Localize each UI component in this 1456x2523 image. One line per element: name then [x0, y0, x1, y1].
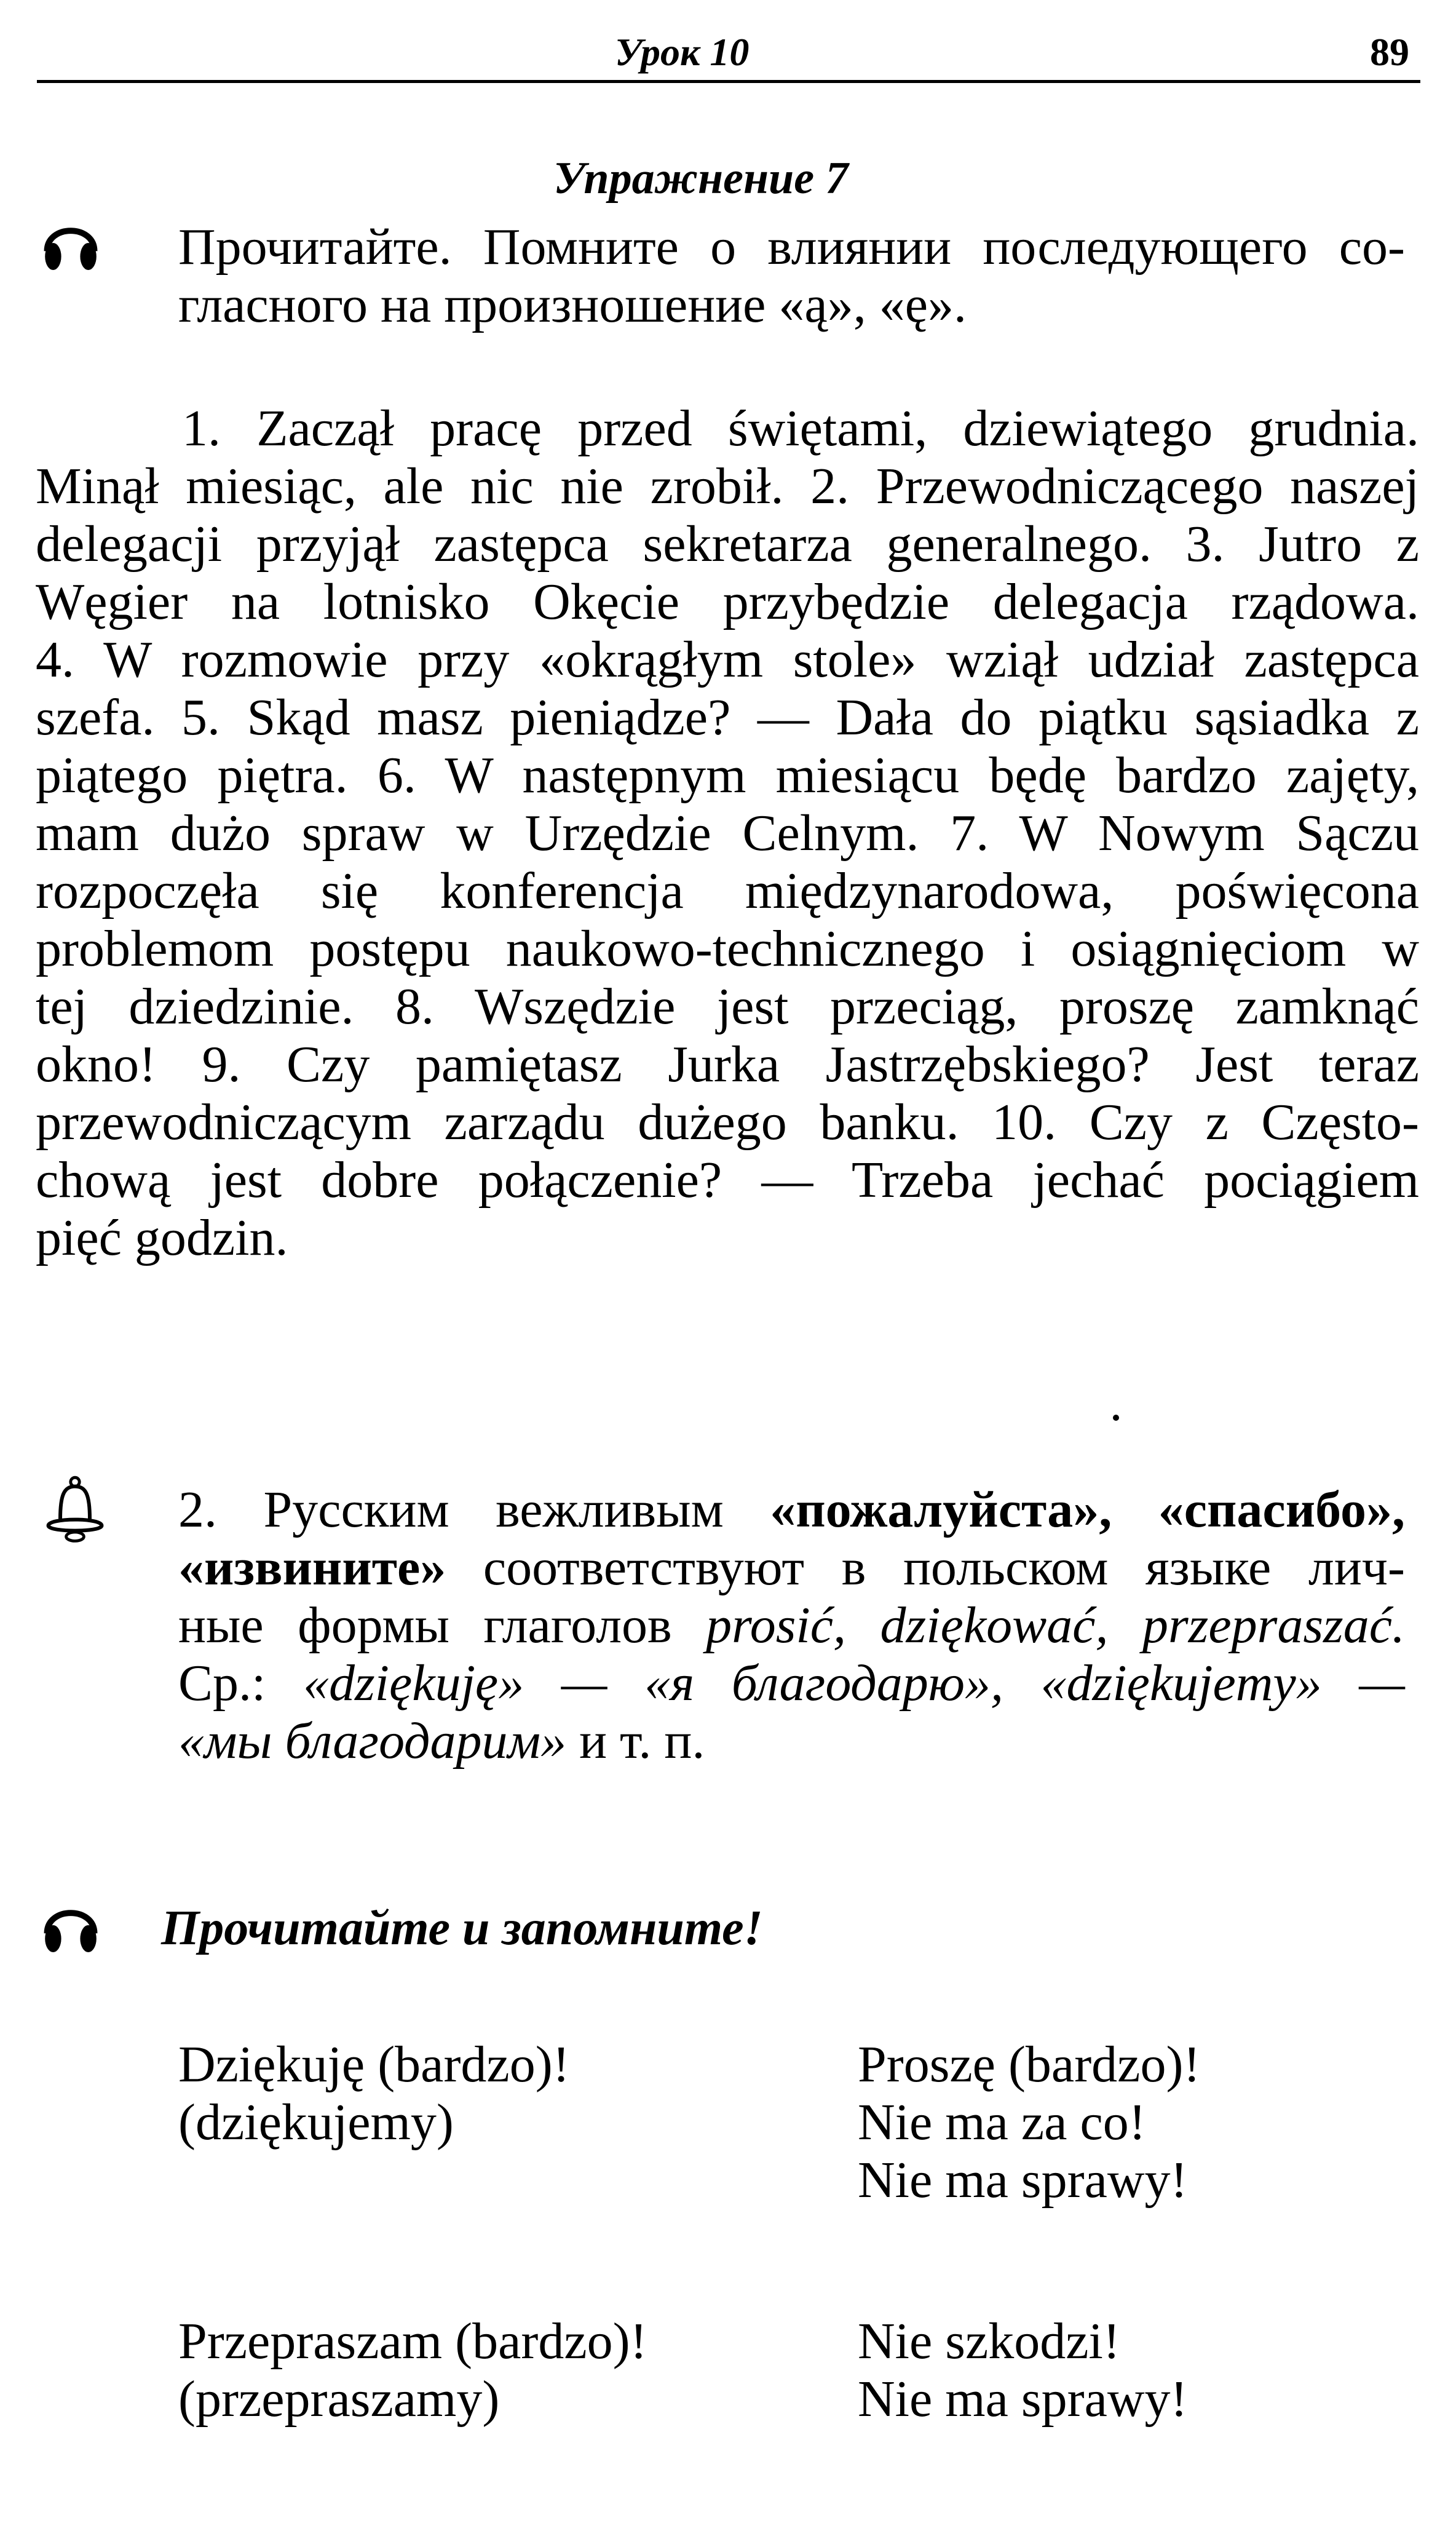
headphones-icon: [37, 209, 105, 277]
text-line: delegacji przyjął zastępca sekretarza generalnego. 3. Jutro z: [36, 515, 1419, 573]
phrase: Dziękuję (bardzo)!: [178, 2036, 570, 2093]
header-divider: [37, 80, 1420, 83]
memorize-heading: Прочитайте и запомните!: [161, 1901, 763, 1955]
note-text: соответствуют в польском языке лич-: [446, 1539, 1405, 1596]
text-line: 1. Zaczął pracę przed świętami, dziewiątego grudnia.: [182, 400, 1419, 457]
phrase: (dziękujemy): [178, 2094, 454, 2151]
note-text: ные формы глаголов: [178, 1597, 706, 1654]
text-line: piątego piętra. 6. W następnym miesiącu będę bardzo zajęty,: [36, 747, 1419, 804]
text-line: przewodniczącym zarządu dużego banku. 10. Czy z Często-: [36, 1094, 1419, 1151]
phrase: Nie szkodzi!: [858, 2313, 1120, 2370]
note-text: Ср.:: [178, 1655, 303, 1712]
note-line: [178, 1481, 1405, 1539]
phrase: Nie ma sprawy!: [858, 2370, 1188, 2428]
headphones-icon: [37, 1891, 105, 1959]
phrase-group-right-2: [858, 2313, 1187, 2428]
note-line: [178, 1539, 1405, 1597]
page-number: 89: [1370, 30, 1409, 74]
phrase: Nie ma za co!: [858, 2094, 1146, 2151]
text-line: mam dużo spraw w Urzędzie Celnym. 7. W Nowym Sączu: [36, 805, 1419, 862]
page-header-title: Урок 10: [615, 30, 750, 74]
note-text: и т. п.: [566, 1712, 705, 1770]
text-line: 4. W rozmowie przy «okrągłym stole» wziął udział zastępca: [36, 631, 1419, 688]
grammar-note: [178, 1481, 1405, 1770]
exercise-instruction: [178, 218, 1405, 334]
phrase: (przepraszamy): [178, 2370, 500, 2428]
phrase: Proszę (bardzo)!: [858, 2036, 1201, 2093]
note-line: [178, 1655, 1405, 1712]
instruction-line: Прочитайте. Помните о влиянии последующего со-: [178, 218, 1405, 276]
phrase: Nie ma sprawy!: [858, 2152, 1188, 2209]
text-line: Minął miesiąc, ale nic nie zrobił. 2. Przewodniczącego naszej: [36, 458, 1419, 515]
note-text: «извините»: [178, 1539, 446, 1596]
note-text: prosić, dziękować, przepraszać.: [706, 1597, 1405, 1654]
note-line: [178, 1712, 1405, 1770]
exercise-title: Упражнение 7: [553, 153, 849, 204]
text-line: pięć godzin.: [36, 1209, 288, 1266]
text-line: szefa. 5. Skąd masz pieniądze? — Dała do piątku sąsiadka z: [36, 689, 1419, 746]
note-text: 2. Русским вежливым: [178, 1481, 770, 1538]
note-text: «пожалуйста», «спасибо»,: [770, 1481, 1405, 1538]
phrase-group-right-1: [858, 2036, 1200, 2209]
phrase-group-left-2: [178, 2313, 647, 2428]
bell-icon: [38, 1473, 112, 1547]
instruction-line: гласного на произношение «ą», «ę».: [178, 276, 967, 333]
text-line: okno! 9. Czy pamiętasz Jurka Jastrzębskiego? Jest teraz: [36, 1036, 1419, 1093]
note-text: «мы благодарим»: [178, 1712, 567, 1770]
phrase-group-left-1: [178, 2036, 570, 2152]
text-line: problemom postępu naukowo-technicznego i osiągnięciom w: [36, 920, 1419, 977]
text-line: tej dziedzinie. 8. Wszędzie jest przeciąg, proszę zamknąć: [36, 978, 1419, 1035]
phrase: Przepraszam (bardzo)!: [178, 2313, 647, 2370]
text-line: rozpoczęła się konferencja międzynarodowa, poświęcona: [36, 862, 1419, 920]
exercise-text: [36, 400, 1419, 1267]
text-line: Węgier na lotnisko Okęcie przybędzie delegacja rządowa.: [36, 573, 1419, 630]
note-text: «dziękuję» — «я благодарю», «dziękujemy» —: [303, 1655, 1405, 1712]
note-line: [178, 1597, 1405, 1655]
stray-dot: [1113, 1415, 1119, 1421]
text-line: chową jest dobre połączenie? — Trzeba jechać pociągiem: [36, 1151, 1419, 1209]
